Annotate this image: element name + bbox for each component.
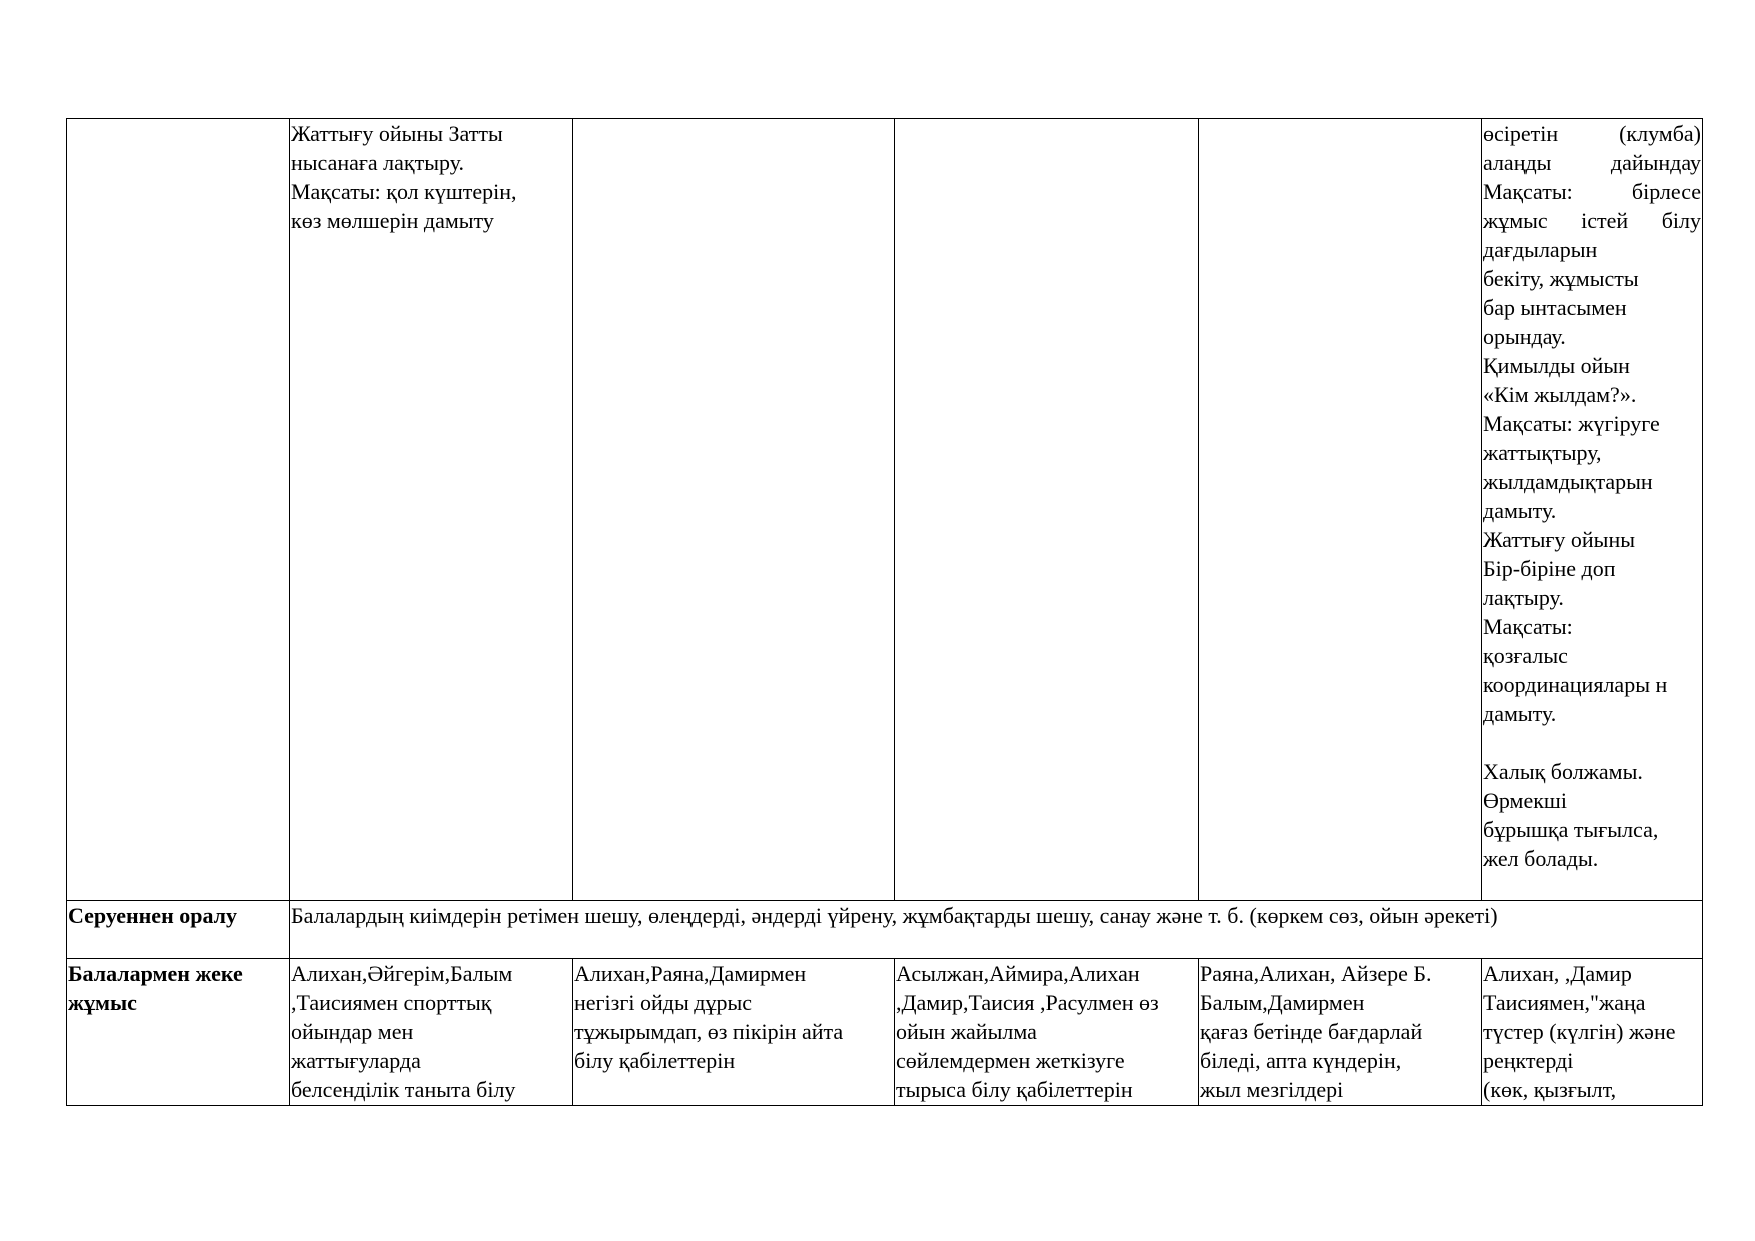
table-cell bbox=[1482, 119, 1703, 901]
text-line: қозғалыс bbox=[1483, 643, 1568, 668]
text-line: Раяна,Алихан, Айзере Б. bbox=[1200, 960, 1432, 986]
text-line: Қимылды ойын bbox=[1483, 353, 1630, 378]
text-line: дамыту. bbox=[1483, 701, 1557, 726]
text-line: Халық болжамы. bbox=[1483, 759, 1643, 784]
text-line: Мақсаты: bbox=[1483, 614, 1573, 639]
text-line: бекіту, жұмысты bbox=[1483, 266, 1639, 291]
text-line: тырыса білу қабілеттерін bbox=[896, 1076, 1133, 1102]
text-line: ойын жайылма bbox=[896, 1018, 1037, 1044]
text-line: Балым,Дамирмен bbox=[1200, 989, 1365, 1015]
text-line: біледі, апта күндерін, bbox=[1200, 1047, 1402, 1073]
table-cell bbox=[895, 119, 1199, 901]
text-line: Балалармен жеке bbox=[68, 960, 243, 986]
table-cell bbox=[1199, 958, 1482, 1105]
text-line: ойындар мен bbox=[291, 1018, 414, 1044]
text-line: бұрышқа тығылса, bbox=[1483, 817, 1659, 842]
table-cell bbox=[290, 958, 573, 1105]
text-line: негізгі ойды дұрыс bbox=[574, 989, 752, 1015]
text-line: «Кім жылдам?». bbox=[1483, 382, 1637, 407]
table-cell bbox=[895, 958, 1199, 1105]
text-line: жылдамдықтарын bbox=[1483, 469, 1653, 494]
text-line: белсенділік таныта білу bbox=[291, 1076, 516, 1102]
table-cell bbox=[573, 958, 895, 1105]
table-cell bbox=[573, 119, 895, 901]
text-line: реңктерді bbox=[1483, 1047, 1574, 1073]
text-line: нысанаға лақтыру. bbox=[291, 150, 465, 175]
text-line: түстер (күлгін) және bbox=[1483, 1018, 1676, 1044]
text-line: жұмыс істей білу bbox=[1483, 208, 1701, 233]
text-line: жыл мезгілдері bbox=[1200, 1076, 1344, 1102]
text-line: Алихан,Раяна,Дамирмен bbox=[574, 960, 807, 986]
row-label-cell bbox=[67, 119, 290, 901]
text-line: дамыту. bbox=[1483, 498, 1557, 523]
text-line: Алихан, ,Дамир bbox=[1483, 960, 1632, 986]
text-line: көз мөлшерін дамыту bbox=[291, 208, 494, 233]
text-line: Мақсаты: бірлесе bbox=[1483, 179, 1701, 204]
table-cell bbox=[290, 119, 573, 901]
text-line: білу қабілеттерін bbox=[574, 1047, 736, 1073]
table-row bbox=[67, 958, 1703, 1105]
table-row bbox=[67, 900, 1703, 958]
justified-text bbox=[1483, 119, 1701, 235]
text-line: Таисиямен,"жаңа bbox=[1483, 989, 1646, 1015]
text-line: алаңды дайындау bbox=[1483, 150, 1701, 175]
text-line: Бір-біріне доп bbox=[1483, 556, 1616, 581]
cell-text bbox=[1483, 235, 1701, 873]
text-line: Мақсаты: қол күштерін, bbox=[291, 179, 517, 204]
text-line: Алихан,Әйгерім,Балым bbox=[291, 960, 513, 986]
table-cell bbox=[1482, 958, 1703, 1105]
text-line: өсіретін (клумба) bbox=[1483, 121, 1701, 146]
text-line: Жаттығу ойыны Затты bbox=[291, 121, 503, 146]
text-line: қағаз бетінде бағдарлай bbox=[1200, 1018, 1423, 1044]
text-line: орындау. bbox=[1483, 324, 1566, 349]
text-line: жаттығуларда bbox=[291, 1047, 421, 1073]
text-line: Жаттығу ойыны bbox=[1483, 527, 1636, 552]
plan-table bbox=[66, 118, 1703, 1106]
text-line: Мақсаты: жүгіруге bbox=[1483, 411, 1660, 436]
text-line: ,Таисиямен спорттық bbox=[291, 989, 492, 1015]
text-line: Өрмекші bbox=[1483, 788, 1567, 813]
text-line: ,Дамир,Таисия ,Расулмен өз bbox=[896, 989, 1159, 1015]
text-line: координациялары н bbox=[1483, 672, 1668, 697]
text-line: жаттықтыру, bbox=[1483, 440, 1602, 465]
text-line bbox=[1483, 728, 1701, 757]
table-cell bbox=[290, 900, 1703, 958]
text-line: Асылжан,Аймира,Алихан bbox=[896, 960, 1140, 986]
row-label-cell bbox=[67, 900, 290, 958]
text-line: (көк, қызғылт, bbox=[1483, 1076, 1617, 1102]
text-line: лақтыру. bbox=[1483, 585, 1564, 610]
text-line: сөйлемдермен жеткізуге bbox=[896, 1047, 1125, 1073]
text-line: тұжырымдап, өз пікірін айта bbox=[574, 1018, 844, 1044]
text-line: бар ынтасымен bbox=[1483, 295, 1627, 320]
text-line: дағдыларын bbox=[1483, 237, 1598, 262]
row-label-cell bbox=[67, 958, 290, 1105]
text-line: жел болады. bbox=[1483, 846, 1599, 871]
table-cell bbox=[1199, 119, 1482, 901]
text-line: жұмыс bbox=[68, 989, 137, 1015]
cell-text: Балалардың киімдерін ретімен шешу, өлеңдерді, әндерді үйрену, жұмбақтарды шешу, санау және т. б. (көркем сөз, ойын әрекеті) bbox=[291, 902, 1498, 928]
row-label: Серуеннен оралу bbox=[68, 902, 238, 928]
table-row bbox=[67, 119, 1703, 901]
